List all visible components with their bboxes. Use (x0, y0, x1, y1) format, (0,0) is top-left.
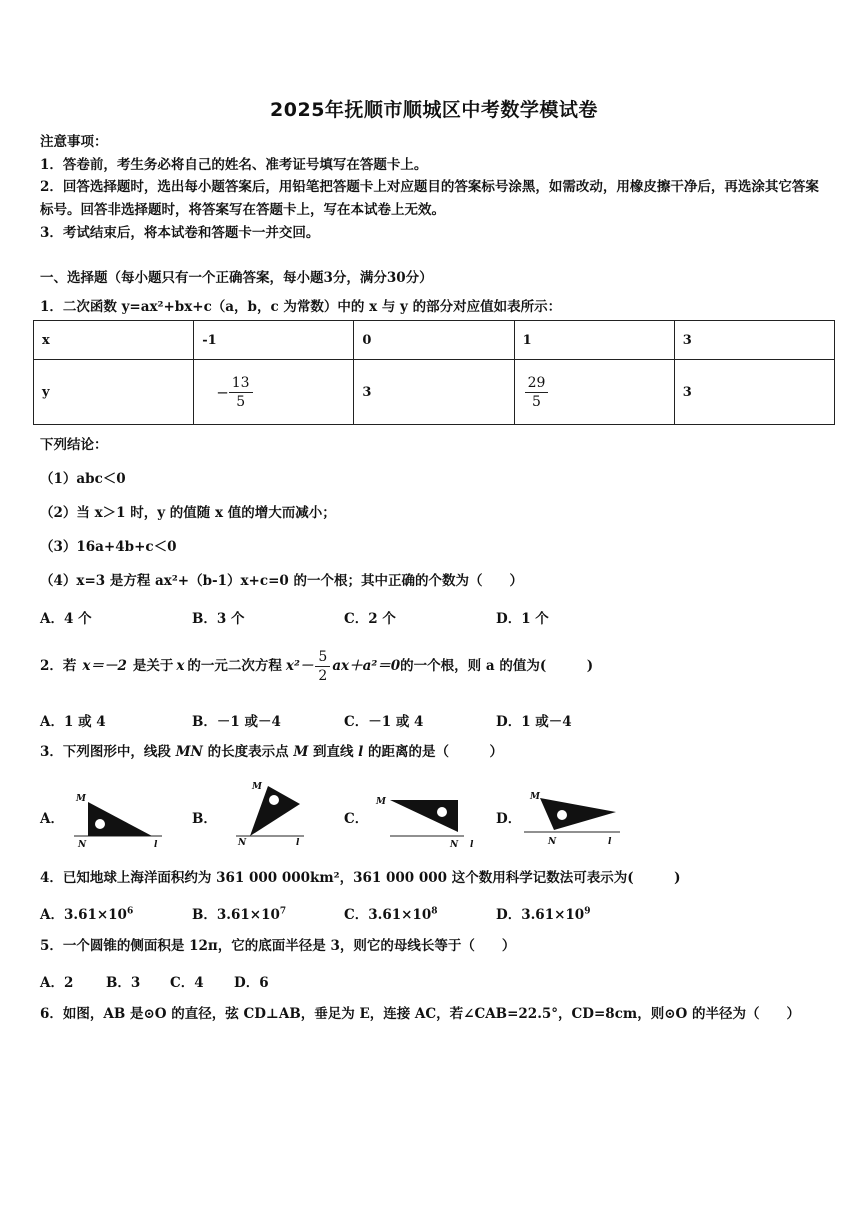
conclusion-3: （3）16a+4b+c＜0 (40, 539, 177, 555)
q3-figure-b (222, 780, 312, 850)
table-cell: -1 (194, 321, 354, 360)
fraction-denominator: 2 (318, 667, 328, 684)
fraction (229, 374, 253, 411)
label-l: l (296, 838, 300, 848)
q1-option-b[interactable]: B．3 个 (192, 611, 245, 627)
option-exponent: 6 (126, 906, 134, 917)
table-cell: 0 (354, 321, 514, 360)
q5-option-c[interactable]: C．4 (170, 975, 204, 991)
q1-option-a[interactable]: A．4 个 (40, 611, 92, 627)
q4-stem: 4．已知地球上海洋面积约为 361 000 000km²，361 000 000 这个数用科学记数法可表示为( ) (40, 870, 681, 886)
q5-option-b[interactable]: B．3 (106, 975, 141, 991)
table-row (34, 321, 835, 360)
conclusion-1: （1）abc＜0 (40, 471, 126, 487)
minus-sign: − (216, 383, 229, 401)
notice-item-2: 2．回答选择题时，选出每小题答案后，用铅笔把答题卡上对应题目的答案标号涂黑，如需改动，用橡皮擦干净后，再选涂其它答案标号。回答非选择题时，将答案写在答题卡上，写在本试卷上无效。 (40, 179, 819, 218)
q3-stem-b: 的长度表示点 (207, 744, 289, 760)
fraction (315, 648, 330, 685)
q3-stem (40, 743, 503, 761)
table-cell: y (34, 360, 194, 425)
q2-option-c[interactable]: C．－1 或 4 (344, 714, 424, 730)
table-row (34, 360, 835, 425)
q2-x-var: x (176, 658, 185, 674)
q3-l: l (358, 744, 364, 760)
q3-stem-c: 到直线 (312, 744, 354, 760)
label-n: N (78, 840, 87, 850)
option-exponent: 7 (279, 906, 287, 917)
page-title: 2025年抚顺市顺城区中考数学模试卷 (270, 99, 598, 121)
q4-option-d[interactable] (496, 903, 590, 923)
q1-option-c[interactable]: C．2 个 (344, 611, 396, 627)
q4-option-c[interactable] (344, 903, 438, 923)
label-l: l (608, 837, 612, 847)
option-exponent: 8 (431, 906, 438, 917)
label-m: M (376, 797, 386, 807)
q4-option-a[interactable] (40, 903, 133, 923)
option-text: A．3.61×10 (40, 907, 127, 923)
conclusion-4: （4）x=3 是方程 ax²+（b-1）x+c=0 的一个根；其中正确的个数为（ ） (40, 573, 523, 589)
q2-mid: 是关于 (132, 658, 174, 674)
q1-option-d[interactable]: D．1 个 (496, 611, 549, 627)
q2-option-d[interactable]: D．1 或－4 (496, 714, 572, 730)
label-m: M (252, 782, 262, 792)
table-cell: 1 (514, 321, 674, 360)
q3-stem-a: 3．下列图形中，线段 (40, 744, 171, 760)
q4-option-b[interactable] (192, 903, 286, 923)
option-text: D．3.61×10 (496, 907, 585, 923)
q2-mid2: 的一元二次方程 (187, 658, 282, 674)
q3-option-d[interactable]: D． (496, 811, 522, 827)
q3-option-a[interactable]: A． (40, 811, 64, 827)
q5-option-a[interactable]: A．2 (40, 975, 74, 991)
table-cell (194, 360, 354, 425)
option-text: B．3.61×10 (192, 907, 280, 923)
fraction-numerator: 5 (315, 648, 330, 667)
q3-mn: MN (175, 744, 203, 760)
notice-item-1: 1．答卷前，考生务必将自己的姓名、准考证号填写在答题卡上。 (40, 157, 428, 173)
q1-stem: 1．二次函数 y=ax²+bx+c（a，b，c 为常数）中的 x 与 y 的部分对应值如表所示： (40, 299, 562, 315)
fraction-numerator: 29 (525, 374, 549, 393)
table-cell (514, 360, 674, 425)
label-n: N (238, 838, 247, 848)
option-exponent: 9 (584, 906, 591, 917)
q5-option-d[interactable]: D．6 (234, 975, 269, 991)
q3-figure-d (520, 788, 630, 850)
label-m: M (76, 794, 86, 804)
q2-eq-b: ax＋a²＝0 (332, 658, 401, 674)
label-n: N (450, 840, 459, 850)
q2-eq-a: x²－ (285, 658, 314, 674)
label-l: l (470, 840, 474, 850)
label-l: l (154, 840, 158, 850)
q3-m: M (293, 744, 309, 760)
q2-suffix: 的一个根，则 a 的值为( ) (400, 658, 594, 674)
conclusion-2: （2）当 x＞1 时，y 的值随 x 值的增大而减小； (40, 505, 336, 521)
fraction-denominator: 5 (236, 393, 246, 410)
q3-option-c[interactable]: C． (344, 811, 369, 827)
q1-value-table (33, 320, 835, 425)
q2-x-value: x＝－2 (82, 658, 127, 674)
q5-stem: 5．一个圆锥的侧面积是 12π，它的底面半径是 3，则它的母线长等于（ ） (40, 938, 516, 954)
q2-prefix: 2．若 (40, 658, 77, 674)
fraction-numerator: 13 (229, 374, 253, 393)
label-n: N (548, 837, 557, 847)
q2-option-b[interactable]: B．－1 或－4 (192, 714, 281, 730)
conclusions-heading: 下列结论： (40, 437, 108, 453)
label-m: M (530, 792, 540, 802)
table-cell: x (34, 321, 194, 360)
q2-stem (40, 646, 593, 686)
q3-figure-c (372, 790, 492, 850)
section-heading: 一、选择题（每小题只有一个正确答案，每小题3分，满分30分） (40, 270, 433, 286)
fraction (525, 374, 549, 411)
notice-item-3: 3．考试结束后，将本试卷和答题卡一并交回。 (40, 225, 320, 241)
q6-stem: 6．如图，AB 是⊙O 的直径，弦 CD⊥AB，垂足为 E，连接 AC，若∠CAB=22.5°，CD=8cm，则⊙O 的半径为（ ） (40, 1006, 800, 1022)
table-cell: 3 (674, 360, 834, 425)
option-text: C．3.61×10 (344, 907, 432, 923)
q3-stem-d: 的距离的是（ ） (368, 744, 504, 760)
table-cell: 3 (674, 321, 834, 360)
fraction-denominator: 5 (532, 393, 541, 410)
q3-option-b[interactable]: B． (192, 811, 217, 827)
q2-option-a[interactable]: A．1 或 4 (40, 714, 106, 730)
q3-figure-a (70, 790, 170, 850)
notice-heading: 注意事项： (40, 134, 108, 150)
table-cell: 3 (354, 360, 514, 425)
